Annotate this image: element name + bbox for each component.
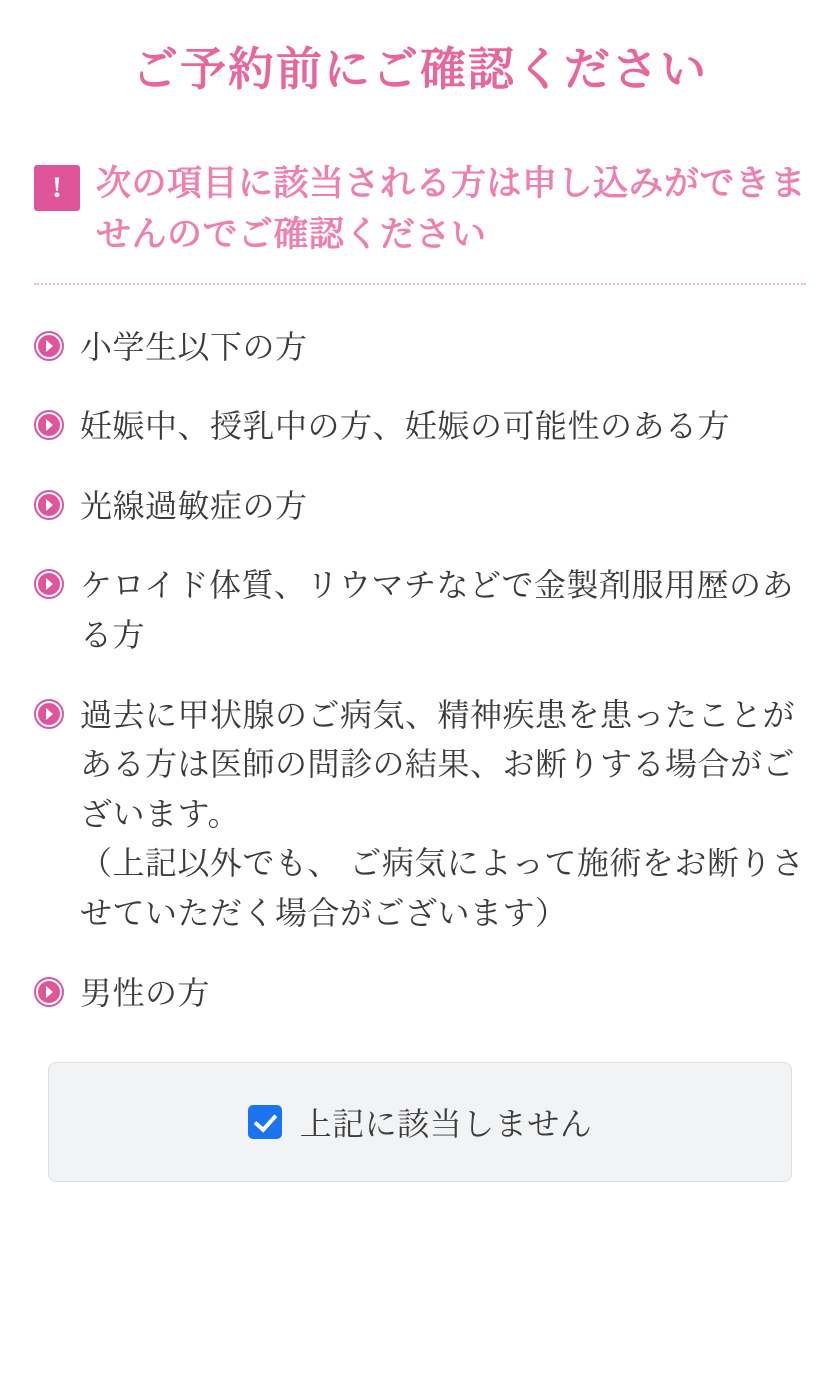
arrow-circle-right-icon: [34, 977, 64, 1012]
notice-text: 次の項目に該当される方は申し込みができませんのでご確認ください: [96, 164, 807, 254]
notice-head: [34, 159, 806, 261]
arrow-circle-right-icon: [34, 410, 64, 445]
list-item-label: 小学生以下の方: [80, 328, 308, 365]
arrow-circle-right-icon: [34, 699, 64, 734]
arrow-circle-right-icon: [34, 331, 64, 366]
list-item-sublabel: （上記以外でも、 ご病気によって施術をお断りさせていただく場合がございます）: [80, 845, 805, 932]
list-item: [34, 561, 806, 660]
list-item: [34, 969, 806, 1019]
list-item-label-group: [80, 691, 806, 939]
confirm-checkbox-row[interactable]: [48, 1062, 792, 1182]
list-item: [34, 323, 806, 373]
alert-exclamation-icon: !: [34, 165, 80, 211]
confirm-checkbox[interactable]: [248, 1105, 282, 1139]
page-title: ご予約前にご確認ください: [132, 43, 708, 95]
notice-block: [34, 159, 806, 261]
arrow-circle-right-icon: [34, 490, 64, 525]
list-item-label: ケロイド体質、リウマチなどで金製剤服用歴のある方: [80, 567, 795, 654]
list-item-label: 妊娠中、授乳中の方、妊娠の可能性のある方: [80, 408, 731, 445]
arrow-circle-right-icon: [34, 569, 64, 604]
confirm-checkbox-label[interactable]: 上記に該当しません: [299, 1106, 593, 1143]
divider: [34, 283, 806, 285]
list-item: [34, 691, 806, 939]
list-item: [34, 402, 806, 452]
list-item-label: 光線過敏症の方: [80, 487, 308, 524]
exclusion-list: [34, 323, 806, 1019]
list-item: [34, 482, 806, 532]
list-item-label: 男性の方: [80, 974, 211, 1011]
list-item-label: 過去に甲状腺のご病気、精神疾患を患ったことがある方は医師の問診の結果、お断りする場合がございます。: [80, 696, 796, 832]
